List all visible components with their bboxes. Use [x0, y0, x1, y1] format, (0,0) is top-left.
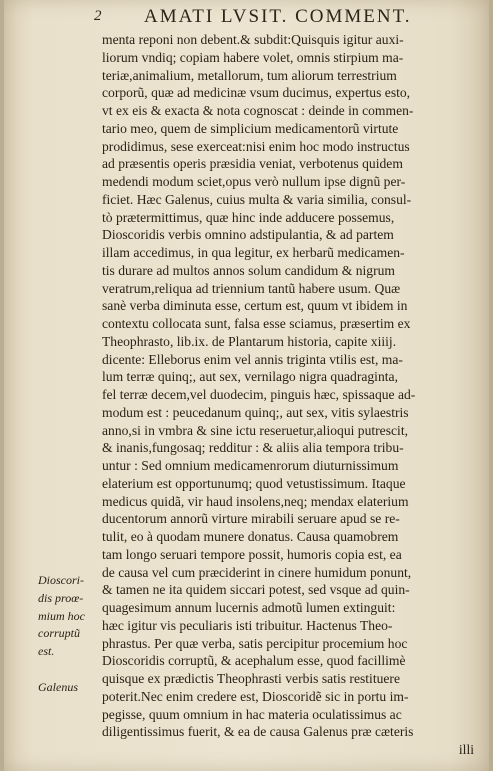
text-line: veratrum,reliqua ad triennium tantũ habere usum. Quæ: [102, 280, 401, 296]
text-line: Theophrasto, lib.ix. de Plantarum historia, capite xiiij.: [102, 333, 397, 349]
text-line: tam longo seruari tempore possit, humoris copia est, ea: [102, 546, 402, 562]
text-line: de causa vel cum præciderint in cinere humidum ponunt,: [102, 564, 412, 580]
catchword: illi: [458, 742, 474, 757]
text-line: menta reponi non debent.& subdit:Quisquis igitur auxi-: [102, 32, 404, 47]
text-line: & tamen ne ita quidem siccari potest, sed vsque ad quin-: [102, 582, 410, 598]
margin-note-line: Dioscori-: [38, 573, 84, 587]
text-line: Dioscoridis corruptũ, & acephalum esse, quod facillimè: [102, 653, 406, 669]
text-line: hæc igitur vis peculiaris isti tribuitur. Hactenus Theo-: [102, 617, 393, 633]
text-line: pegisse, quum omnium in hac materia oculatissimus ac: [102, 706, 402, 722]
text-line: corporũ, quæ ad medicinæ vsum ducimus, expertus esto,: [102, 85, 411, 101]
text-line: fel terræ decem,vel duodecim, pinguis hæc, spissaque ad-: [102, 387, 416, 402]
page-number: 2: [94, 8, 102, 24]
text-line: sanè verba diminuta esse, certum est, quum vt ibidem in: [102, 298, 408, 314]
text-line: anno,si in vmbra & sine ictu reseruetur,alioqui putrescit,: [102, 422, 408, 438]
text-line: teriæ,animalium, metallorum, tum aliorum terrestrium: [102, 67, 397, 83]
text-line: liorum vndiq; copiam habere volet, omnis stirpium ma-: [102, 49, 404, 65]
text-line: medicus quidã, vir haud insolens,neq; mendax elaterium: [102, 493, 409, 509]
margin-note-line: est.: [38, 644, 55, 658]
running-title: AMATI LVSIT. COMMENT.: [144, 6, 412, 27]
text-line: & inanis,fungosaq; redditur : & aliis alia tempora tribu-: [102, 440, 404, 456]
text-line: poterit.Nec enim credere est, Dioscoridẽ sic in portu im-: [102, 688, 409, 704]
margin-note-galenus: Galenus: [38, 679, 78, 694]
text-line: quisque ex prædictis Theophrasti verbis satis restituere: [102, 671, 400, 686]
text-line: contextu collocata sunt, falsa esse sciamus, præsertim ex: [102, 316, 411, 331]
text-line: vt ex eis & exacta & nota cognoscat : deinde in commen-: [102, 103, 414, 118]
text-line: untur : Sed omnium medicamenrorum diuturnissimum: [102, 458, 399, 473]
text-line: diligentissimus fuerit, & ea de causa Galenus præ cæteris: [102, 724, 414, 740]
text-line: tario meo, quem de simplicium medicamentorũ virtute: [102, 120, 399, 136]
book-page: [4, 0, 489, 771]
margin-note-line: mium hoc: [38, 608, 85, 623]
text-line: illam accedimus, in qua legitur, ex herbarũ medicamen-: [102, 245, 405, 260]
text-line: prodidimus, sese exerceat:nisi enim hoc modo instructus: [102, 138, 410, 154]
text-line: medendi modum sciet,opus verò nullum ipse dignũ per-: [102, 174, 406, 189]
text-line: tulit, eo à quodam munere donatus. Causa quamobrem: [102, 529, 399, 544]
margin-notes: [38, 572, 104, 696]
text-line: ficiet. Hæc Galenus, cuius multa & varia similia, consul-: [102, 191, 412, 207]
text-line: lum terræ quinq;, aut sex, vernilago nigra quadraginta,: [102, 369, 398, 385]
text-line: phrastus. Per quæ verba, satis percipitur procemium hoc: [102, 635, 408, 651]
margin-note-line: dis proœ-: [38, 590, 84, 605]
text-line: tis durare ad multos annos solum candidum & nigrum: [102, 262, 395, 278]
body-text: [102, 31, 476, 759]
text-line: modum est : peucedanum quinq;, aut sex, vitis sylaestris: [102, 404, 409, 420]
text-line: ad præsentis operis præsidia veniat, verbotenus quidem: [102, 156, 403, 172]
text-line: elaterium est opportunumq; quod vetustissimum. Itaque: [102, 475, 406, 491]
text-line: quagesimum annum lucernis admotũ lumen extinguit:: [102, 600, 396, 615]
text-line: dicente: Elleborus enim vel annis triginta vtilis est, ma-: [102, 351, 403, 367]
page-header: [4, 6, 489, 30]
text-line: tò prætermittimus, quæ hinc inde adducere possemus,: [102, 209, 395, 225]
margin-note-line: corruptũ: [38, 626, 80, 641]
text-line: ducentorum annorũ virture mirabili seruare apud se re-: [102, 511, 400, 527]
text-line: Dioscoridis verbis omnino adstipulantia, & ad partem: [102, 227, 394, 243]
